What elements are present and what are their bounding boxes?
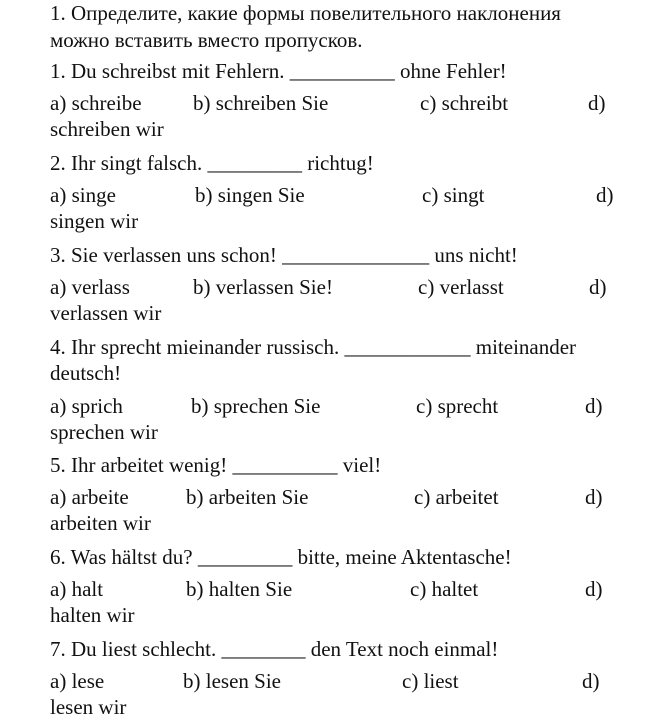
question-5-option-d: d) <box>585 485 603 509</box>
question-7-option-d-text: lesen wir <box>50 695 127 719</box>
question-6-option-d-text: halten wir <box>50 603 135 627</box>
question-7-text: 7. Du liest schlecht. ________ den Text noch einmal! <box>50 637 499 661</box>
question-2-option-a: a) singe <box>50 183 116 207</box>
question-3-option-d: d) <box>589 275 607 299</box>
question-5-option-d-text: arbeiten wir <box>50 511 151 535</box>
question-4-text-cont: deutsch! <box>50 361 122 385</box>
question-5-option-b: b) arbeiten Sie <box>186 485 309 509</box>
question-5-option-a: a) arbeite <box>50 485 129 509</box>
question-2-option-d-text: singen wir <box>50 209 139 233</box>
question-2-option-c: c) singt <box>422 183 485 207</box>
instruction-line-1: 1. Определите, какие формы повелительного наклонения <box>50 1 561 25</box>
question-2-text: 2. Ihr singt falsch. _________ richtug! <box>50 151 374 175</box>
question-1-option-a: a) schreibe <box>50 91 142 115</box>
question-3-option-a: a) verlass <box>50 275 130 299</box>
question-4-option-a: a) sprich <box>50 394 123 418</box>
question-6-text: 6. Was hältst du? _________ bitte, meine Aktentasche! <box>50 545 512 569</box>
question-7-option-d: d) <box>582 669 600 693</box>
question-3-option-b: b) verlassen Sie! <box>193 275 333 299</box>
question-4-option-c: c) sprecht <box>416 394 499 418</box>
question-4-option-d: d) <box>585 394 603 418</box>
exercise-instruction <box>50 0 650 54</box>
question-3-option-c: c) verlasst <box>418 275 504 299</box>
question-1-option-c: c) schreibt <box>420 91 509 115</box>
instruction-line-2: можно вставить вместо пропусков. <box>50 28 363 52</box>
question-5-option-c: c) arbeitet <box>414 485 499 509</box>
question-7-option-c: c) liest <box>402 669 459 693</box>
question-7-option-a: a) lese <box>50 669 105 693</box>
question-7-option-b: b) lesen Sie <box>183 669 281 693</box>
question-6-option-c: c) haltet <box>410 577 479 601</box>
question-6-option-b: b) halten Sie <box>186 577 293 601</box>
question-3-text: 3. Sie verlassen uns schon! ______________ uns nicht! <box>50 243 518 267</box>
question-2-option-b: b) singen Sie <box>195 183 305 207</box>
question-1-option-d: d) <box>588 91 606 115</box>
question-4-option-d-text: sprechen wir <box>50 420 158 444</box>
question-1-option-d-text: schreiben wir <box>50 117 164 141</box>
question-6-option-a: a) halt <box>50 577 104 601</box>
question-2-option-d: d) <box>596 183 614 207</box>
question-6-option-d: d) <box>585 577 603 601</box>
question-4-option-b: b) sprechen Sie <box>191 394 321 418</box>
question-3-option-d-text: verlassen wir <box>50 301 162 325</box>
question-1-option-b: b) schreiben Sie <box>193 91 329 115</box>
question-5-text: 5. Ihr arbeitet wenig! __________ viel! <box>50 453 382 477</box>
question-4-text: 4. Ihr sprecht mieinander russisch. ____________ miteinander <box>50 335 577 359</box>
question-1-text: 1. Du schreibst mit Fehlern. __________ ohne Fehler! <box>50 59 507 83</box>
